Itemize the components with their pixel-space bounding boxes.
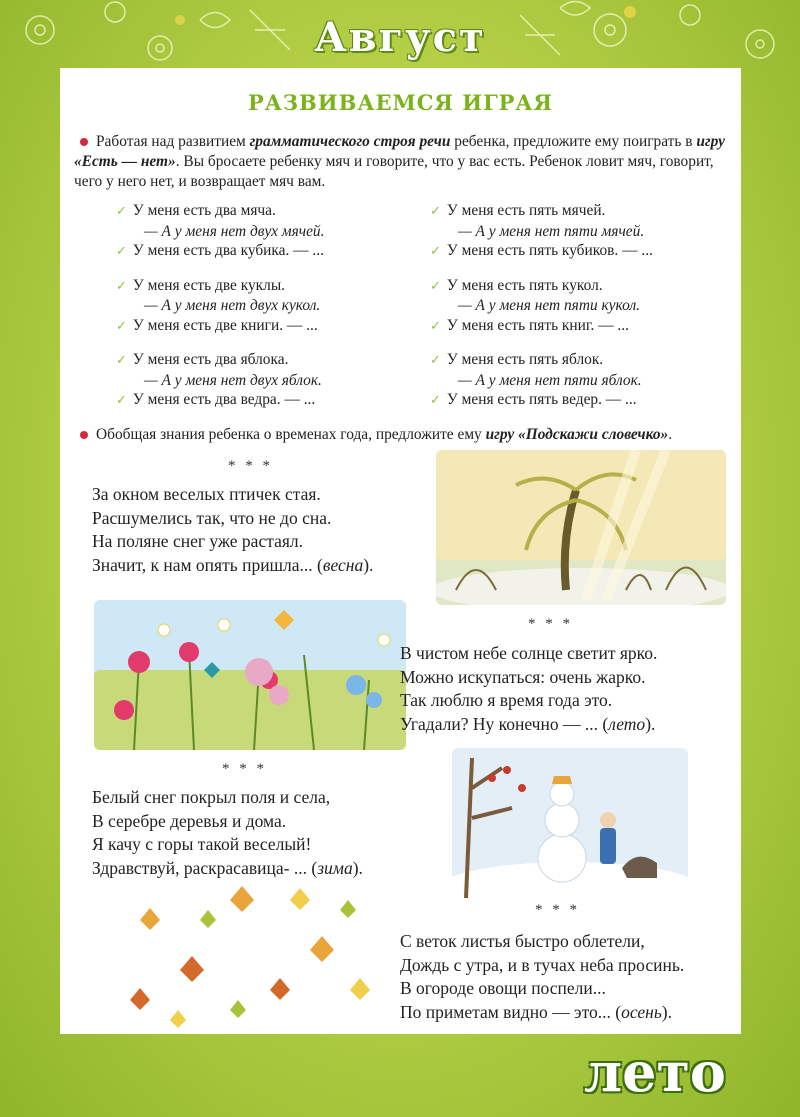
list-item: ✓ У меня есть две куклы. (116, 276, 286, 294)
poem-winter: Белый снег покрыл поля и села, В серебре деревья и дома. Я качу с горы такой веселый! Здравствуй, раскрасавица- ... (зима). (92, 787, 363, 878)
summer-flowers-illustration (94, 600, 406, 750)
poem-answer: весна (322, 554, 364, 575)
poem-answer: осень (621, 1001, 662, 1022)
checkmark-icon: ✓ (430, 204, 441, 219)
stars-separator: * * * (535, 902, 580, 918)
winter-snowman-illustration (452, 748, 688, 900)
list-item: ✓ У меня есть пять книг. — ... (430, 316, 629, 334)
reply-line: — А у меня нет пяти кукол. (458, 297, 640, 314)
checkmark-icon: ✓ (116, 204, 127, 219)
list-item: ✓ У меня есть два яблока. (116, 351, 289, 368)
reply-line: — А у меня нет двух кукол. (144, 297, 321, 314)
checkmark-icon: ✓ (116, 318, 127, 334)
checkmark-icon: ✓ (430, 244, 441, 259)
checkmark-icon: ✓ (116, 393, 127, 408)
list-item: ✓ У меня есть пять ведер. — ... (430, 391, 637, 408)
poem-answer: лето (608, 713, 646, 734)
stars-separator: * * * (528, 616, 573, 632)
checkmark-icon: ✓ (430, 318, 441, 334)
game-paragraph: Обобщая знания ребенка о временах года, предложите ему игру «Подскажи словечко». (74, 425, 729, 445)
stars-separator: * * * (228, 458, 273, 474)
poem-spring: За окном веселых птичек стая. Расшумелись так, что не до сна. На поляне снег уже растаял. Значит, к нам опять пришла... (весна). (92, 484, 374, 575)
checkmark-icon: ✓ (116, 353, 127, 368)
checkmark-icon: ✓ (116, 278, 127, 294)
reply-line: — А у меня нет пяти яблок. (458, 371, 642, 389)
autumn-leaves-illustration (110, 880, 378, 1030)
list-item: ✓ У меня есть две книги. — ... (116, 316, 318, 334)
month-title: Август (314, 14, 486, 61)
list-item: ✓ У меня есть пять кукол. (430, 276, 603, 294)
poem-answer: зима (317, 857, 353, 878)
bullet-icon (80, 138, 88, 146)
checkmark-icon: ✓ (430, 393, 441, 408)
dialog-list-right (430, 201, 653, 411)
spring-tree-illustration (436, 450, 726, 605)
reply-line: — А у меня нет пяти мячей. (458, 222, 645, 240)
list-item: ✓ У меня есть пять мячей. (430, 202, 606, 219)
stars-separator: * * * (222, 761, 267, 777)
bullet-icon (80, 431, 88, 439)
checkmark-icon: ✓ (116, 244, 127, 259)
checkmark-icon: ✓ (430, 353, 441, 368)
list-item: ✓ У меня есть два кубика. — ... (116, 242, 324, 259)
list-item: ✓ У меня есть два мяча. (116, 202, 276, 219)
season-label: лето (584, 1040, 726, 1104)
list-item: ✓ У меня есть два ведра. — ... (116, 391, 316, 408)
checkmark-icon: ✓ (430, 278, 441, 294)
reply-line: — А у меня нет двух яблок. (144, 371, 322, 389)
list-item: ✓ У меня есть пять кубиков. — ... (430, 242, 653, 259)
poem-autumn: С веток листья быстро облетели, Дождь с утра, и в тучах неба просинь. В огороде овощи поспели... По приметам видно — это... (осень). (400, 931, 685, 1022)
section-title: РАЗВИВАЕМСЯ ИГРАЯ (247, 90, 554, 115)
intro-paragraph: Работая над развитием грамматического строя речи ребенка, предложите ему поиграть в игру «Есть — нет». Вы бросаете ребенку мяч и говорите, что у вас есть. Ребенок ловит мяч, говорит, чего у него нет, и возвращает мяч вам. (74, 133, 725, 190)
poem-summer: В чистом небе солнце светит ярко. Можно искупаться: очень жарко. Так люблю я время года это. Угадали? Ну конечно — ... (лето). (400, 643, 658, 734)
content-panel (60, 68, 741, 1034)
list-item: ✓ У меня есть пять яблок. (430, 351, 604, 368)
dialog-list-left (116, 201, 324, 411)
reply-line: — А у меня нет двух мячей. (144, 222, 325, 240)
